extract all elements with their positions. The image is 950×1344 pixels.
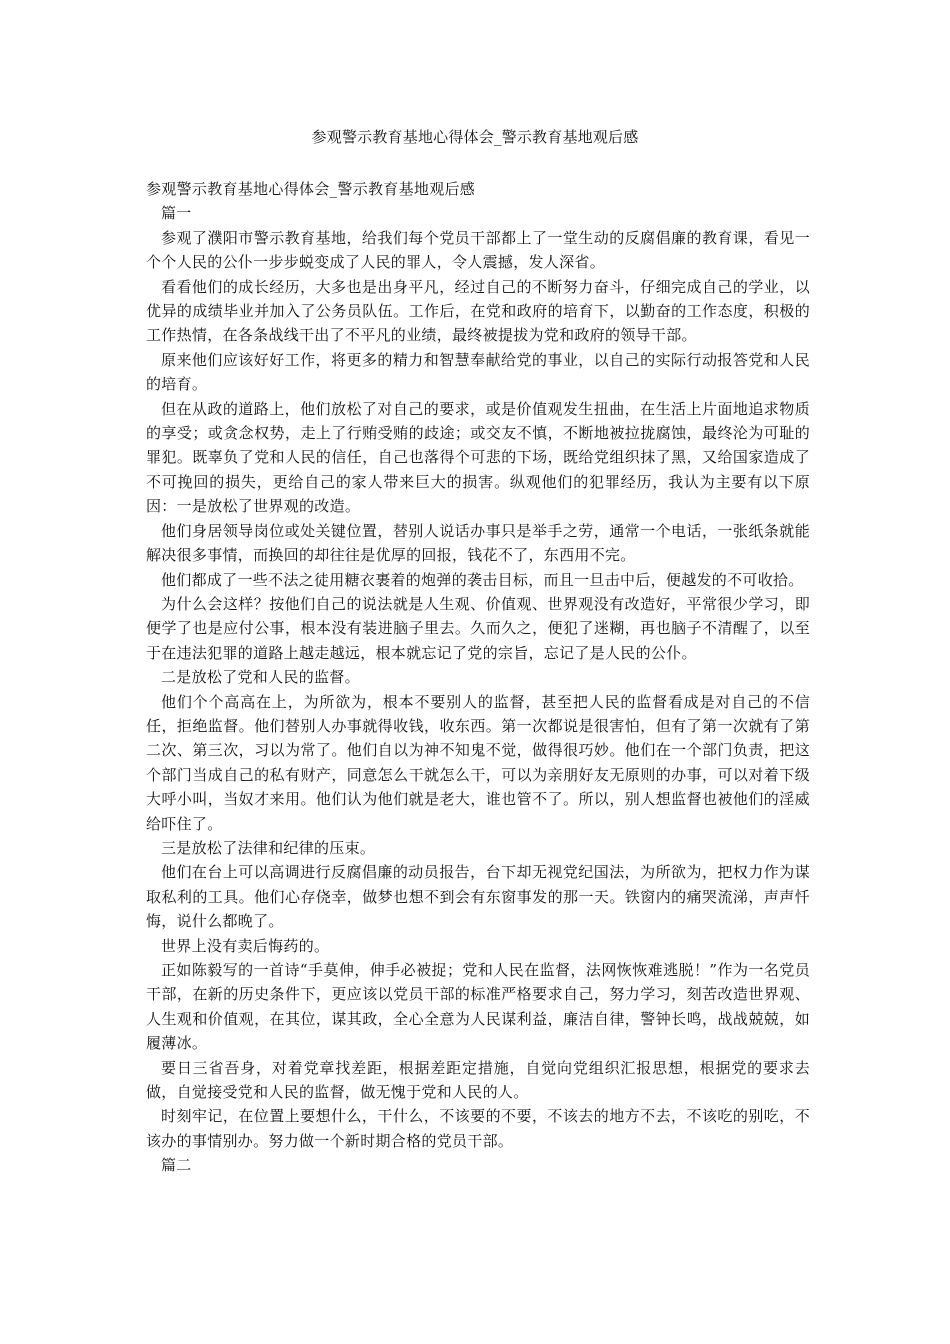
section-label-1: 篇一 — [161, 204, 192, 223]
paragraph: 看看他们的成长经历，大多也是出身平凡，经过自己的不断努力奋斗，仔细完成自己的学业，以优异的成绩毕业并加入了公务员队伍。工作后，在党和政府的培育下，以勤奋的工作态度，积极的工作热情，在各条战线干出了不平凡的业绩，最终被提拔为党和政府的领导干部。 — [146, 277, 810, 345]
page-title: 参观警示教育基地心得体会_警示教育基地观后感 — [311, 128, 639, 146]
paragraph: 他们在台上可以高调进行反腐倡廉的动员报告，台下却无视党纪国法，为所欲为，把权力作为谋取私利的工具。他们心存侥幸，做梦也想不到会有东窗事发的那一天。铁窗内的痛哭流涕，声声忏悔，说什么都晚了。 — [146, 863, 810, 931]
paragraph: 三是放松了法律和纪律的压束。 — [161, 838, 376, 857]
document-subtitle: 参观警示教育基地心得体会_警示教育基地观后感 — [146, 180, 476, 198]
paragraph: 他们都成了一些不法之徒用糖衣裹着的炮弹的袭击目标，而且一旦击中后，便越发的不可收拾。 — [161, 570, 804, 589]
paragraph: 他们身居领导岗位或处关键位置，替别人说话办事只是举手之劳，通常一个电话，一张纸条就能解决很多事情，而换回的却往往是优厚的回报，钱花不了，东西用不完。 — [146, 521, 810, 565]
paragraph: 原来他们应该好好工作，将更多的精力和智慧奉献给党的事业，以自己的实际行动报答党和人民的培育。 — [146, 350, 810, 394]
paragraph: 参观了濮阳市警示教育基地，给我们每个党员干部都上了一堂生动的反腐倡廉的教育课，看见一个个人民的公仆一步步蜕变成了人民的罪人，令人震撼，发人深省。 — [146, 228, 810, 272]
paragraph: 为什么会这样？按他们自己的说法就是人生观、价值观、世界观没有改造好，平常很少学习，即便学了也是应付公事，根本没有装进脑子里去。久而久之，便犯了迷糊，再也脑子不清醒了，以至于在违法犯罪的道路上越走越远，根本就忘记了党的宗旨，忘记了是人民的公仆。 — [146, 594, 810, 662]
document-body — [146, 177, 810, 1178]
paragraph: 他们个个高高在上，为所欲为，根本不要别人的监督，甚至把人民的监督看成是对自己的不信任，拒绝监督。他们替别人办事就得收钱，收东西。第一次都说是很害怕，但有了第一次就有了第二次、第三次，习以为常了。他们自以为神不知鬼不觉，做得很巧妙。他们在一个部门负责，把这个部门当成自己的私有财产，同意怎么干就怎么干，可以为亲朋好友无原则的办事，可以对着下级大呼小叫，当奴才来用。他们认为他们就是老大，谁也管不了。所以，别人想监督也被他们的淫威给吓住了。 — [146, 692, 810, 833]
paragraph: 二是放松了党和人民的监督。 — [161, 668, 360, 687]
paragraph: 要日三省吾身，对着党章找差距，根据差距定措施，自觉向党组织汇报思想，根据党的要求去做，自觉接受党和人民的监督，做无愧于党和人民的人。 — [146, 1058, 810, 1102]
paragraph: 正如陈毅写的一首诗“手莫伸，伸手必被捉；党和人民在监督，法网恢恢难逃脱！”作为一名党员干部，在新的历史条件下，更应该以党员干部的标准严格要求自己，努力学习，刻苦改造世界观、人生观和价值观，在其位，谋其政，全心全意为人民谋利益，廉洁自律，警钟长鸣，战战兢兢，如履薄冰。 — [146, 961, 810, 1053]
paragraph: 世界上没有卖后悔药的。 — [161, 936, 330, 955]
paragraph: 但在从政的道路上，他们放松了对自己的要求，或是价值观发生扭曲，在生活上片面地追求物质的享受；或贪念权势，走上了行贿受贿的歧途；或交友不慎，不断地被拉拢腐蚀，最终沦为可耻的罪犯。既辜负了党和人民的信任，自己也落得个可悲的下场，既给党组织抹了黑，又给国家造成了不可挽回的损失，更给自己的家人带来巨大的损害。纵观他们的犯罪经历，我认为主要有以下原因：一是放松了世界观的改造。 — [146, 399, 810, 516]
section-label-2: 篇二 — [161, 1156, 192, 1175]
paragraph: 时刻牢记，在位置上要想什么，干什么，不该要的不要，不该去的地方不去，不该吃的别吃，不该办的事情别办。努力做一个新时期合格的党员干部。 — [146, 1107, 810, 1150]
